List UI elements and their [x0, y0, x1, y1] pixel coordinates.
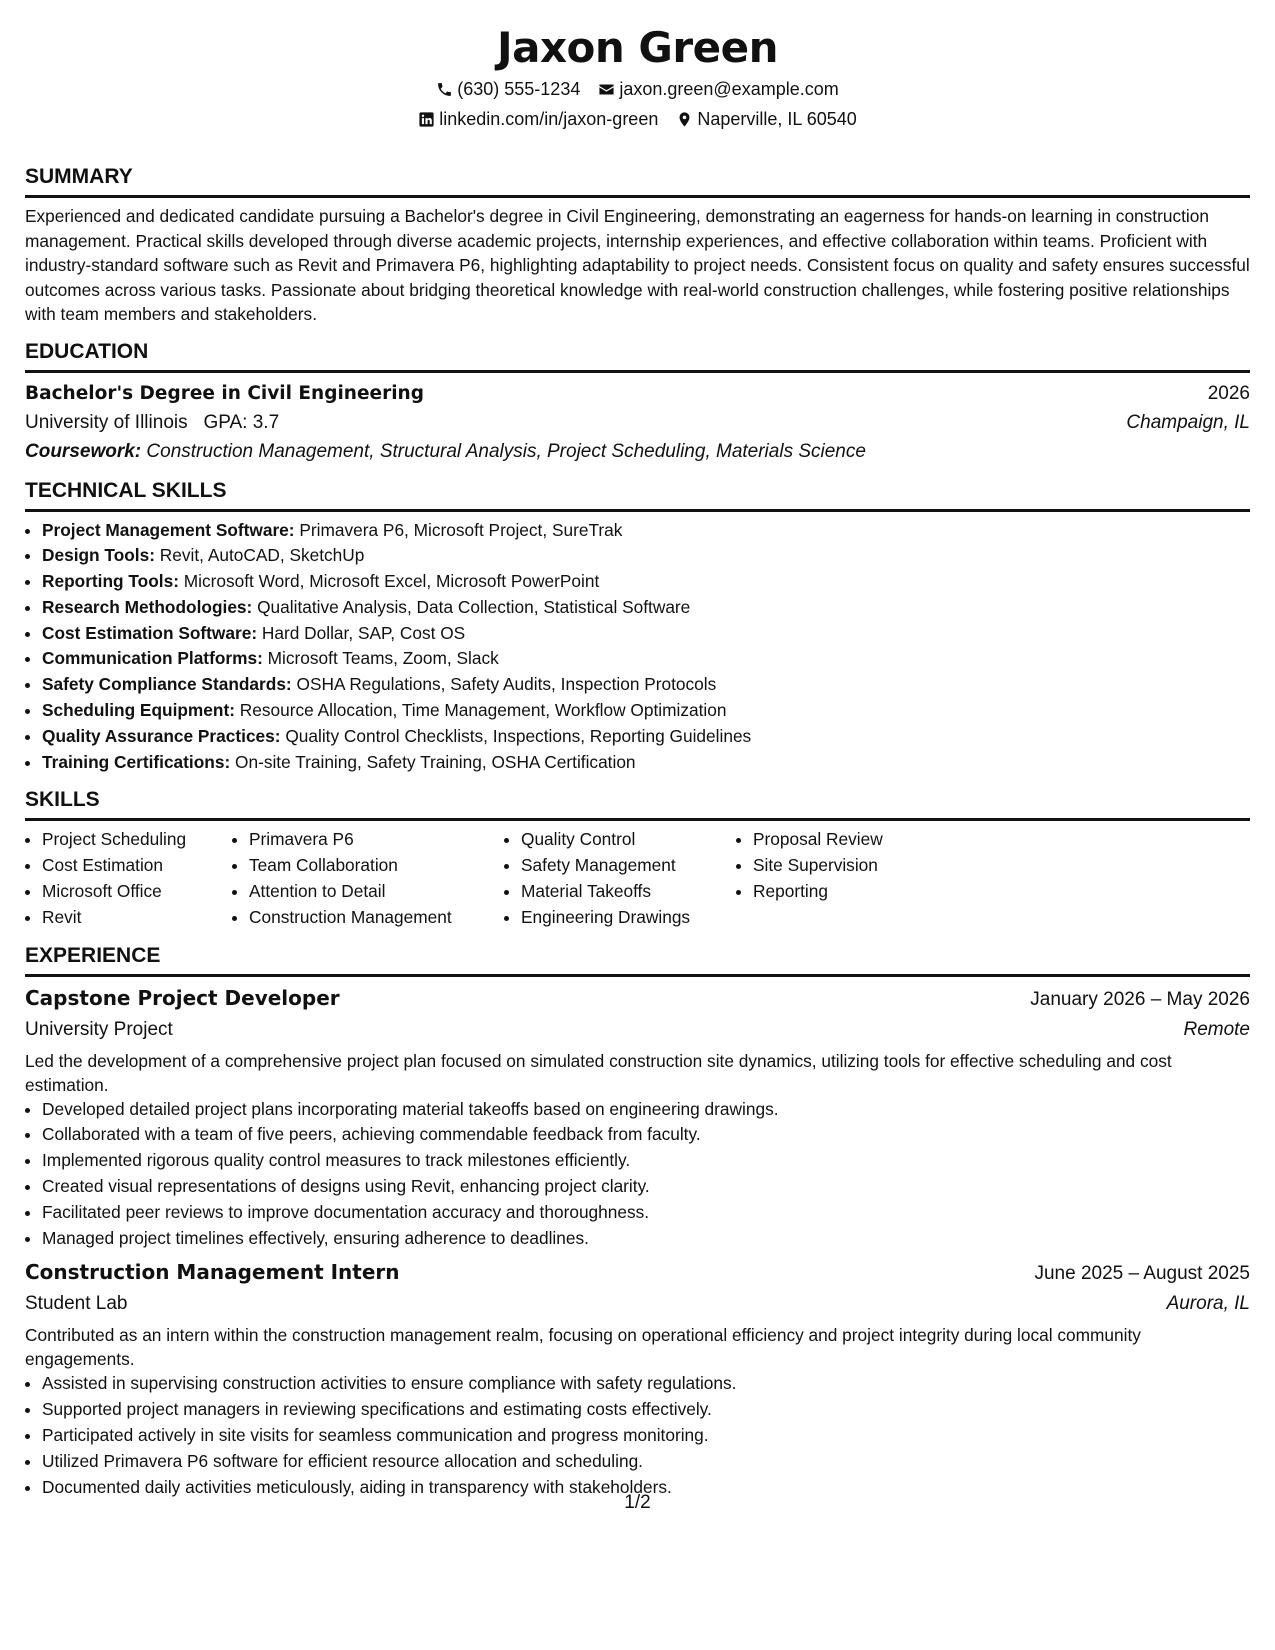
summary-heading: SUMMARY [25, 162, 1250, 198]
list-item [42, 724, 1250, 750]
skill-category: Project Management Software: [42, 519, 295, 540]
job-dates: January 2026 – May 2026 [1030, 988, 1250, 1010]
skill-category: Communication Platforms: [42, 648, 263, 669]
linkedin-link[interactable]: linkedin.com/in/jaxon-green [439, 109, 659, 129]
list-item: • Microsoft Office [42, 879, 232, 905]
list-item: • Supported project managers in reviewing specifications and estimating costs effectively. [42, 1397, 1250, 1423]
list-item: • Revit [42, 905, 232, 931]
list-item: • Utilized Primavera P6 software for efficient resource allocation and scheduling. [42, 1449, 1250, 1475]
skill-values: Hard Dollar, SAP, Cost OS [261, 622, 466, 643]
job-organization: Student Lab [25, 1293, 128, 1315]
skill-category: Design Tools: [42, 545, 155, 566]
skills-column [736, 827, 953, 930]
list-item [42, 672, 1250, 698]
skill-values: Resource Allocation, Time Management, Workflow Optimization [239, 700, 727, 721]
job-title: Construction Management Intern [25, 1260, 400, 1285]
list-item: • Engineering Drawings [521, 905, 736, 931]
skill-category: Quality Assurance Practices: [42, 725, 281, 746]
linkedin-icon [418, 111, 435, 128]
list-item: • Documented daily activities meticulously, aiding in transparency with stakeholders. [42, 1475, 1250, 1501]
phone-icon [436, 81, 453, 98]
school-name: University of Illinois [25, 411, 188, 433]
job-location: Aurora, IL [1166, 1293, 1250, 1315]
job-entry [25, 983, 1250, 1252]
email-link[interactable]: jaxon.green@example.com [619, 79, 839, 99]
skill-category: Scheduling Equipment: [42, 700, 235, 721]
coursework-label: Coursework: [25, 440, 142, 462]
skill-category: Cost Estimation Software: [42, 622, 258, 643]
graduation-year: 2026 [1207, 382, 1250, 404]
list-item: • Quality Control [521, 827, 736, 853]
skill-values: On-site Training, Safety Training, OSHA Certification [235, 751, 636, 772]
list-item: • Primavera P6 [249, 827, 504, 853]
technical-skills-heading: TECHNICAL SKILLS [25, 476, 1250, 512]
technical-skills-list [25, 518, 1250, 776]
list-item: • Collaborated with a team of five peers, achieving commendable feedback from faculty. [42, 1122, 1250, 1148]
school-location: Champaign, IL [1126, 411, 1250, 433]
skill-category: Reporting Tools: [42, 571, 179, 592]
linkedin-contact[interactable] [418, 104, 658, 134]
list-item: • Assisted in supervising construction activities to ensure compliance with safety regulations. [42, 1371, 1250, 1397]
list-item: • Attention to Detail [249, 879, 504, 905]
phone-text: (630) 555-1234 [457, 79, 581, 99]
skills-grid [25, 827, 1250, 930]
list-item [42, 750, 1250, 776]
list-item [42, 543, 1250, 569]
summary-text: Experienced and dedicated candidate pursuing a Bachelor's degree in Civil Engineering, demonstrating an eagerness for hands-on learning in construction management. Practical skills developed through diverse academic projects, internship experiences, and effective collaboration within teams. Proficient with industry-standard software such as Revit and Primavera P6, highlighting adaptability to project needs. Consistent focus on quality and safety ensures successful outcomes across various tasks. Passionate about bridging theoretical knowledge with real-world construction challenges, while fostering positive relationships with team members and stakeholders. [25, 206, 1250, 324]
contact-line-2 [25, 104, 1250, 134]
list-item: • Construction Management [249, 905, 504, 931]
list-item [42, 621, 1250, 647]
job-location: Remote [1183, 1018, 1250, 1040]
job-organization: University Project [25, 1018, 173, 1040]
job-description: Led the development of a comprehensive project plan focused on simulated construction site dynamics, utilizing tools for effective scheduling and cost estimation. [25, 1050, 1172, 1095]
skills-heading: SKILLS [25, 785, 1250, 821]
resume-page [25, 0, 1250, 1500]
experience-heading: EXPERIENCE [25, 941, 1250, 977]
skill-category: Safety Compliance Standards: [42, 674, 292, 695]
list-item: • Facilitated peer reviews to improve documentation accuracy and thoroughness. [42, 1200, 1250, 1226]
gpa: GPA: 3.7 [203, 411, 280, 433]
list-item: • Site Supervision [753, 853, 953, 879]
candidate-name: Jaxon Green [497, 23, 778, 72]
list-item: • Cost Estimation [42, 853, 232, 879]
location-contact [676, 104, 856, 134]
phone-contact [436, 74, 580, 104]
job-bullets [25, 1097, 1250, 1252]
list-item: • Proposal Review [753, 827, 953, 853]
skill-values: Microsoft Teams, Zoom, Slack [267, 648, 499, 669]
skill-values: Microsoft Word, Microsoft Excel, Microsoft PowerPoint [183, 571, 600, 592]
skill-values: Quality Control Checklists, Inspections, Reporting Guidelines [285, 725, 752, 746]
envelope-icon [598, 81, 615, 98]
list-item: • Managed project timelines effectively, ensuring adherence to deadlines. [42, 1226, 1250, 1252]
coursework-list: Construction Management, Structural Analysis, Project Scheduling, Materials Science [146, 440, 866, 462]
skill-values: OSHA Regulations, Safety Audits, Inspection Protocols [296, 674, 717, 695]
list-item: • Created visual representations of designs using Revit, enhancing project clarity. [42, 1174, 1250, 1200]
school-line [25, 408, 279, 437]
skill-category: Training Certifications: [42, 751, 231, 772]
list-item: • Reporting [753, 879, 953, 905]
list-item [42, 595, 1250, 621]
location-text: Naperville, IL 60540 [697, 109, 857, 129]
degree-title: Bachelor's Degree in Civil Engineering [25, 382, 424, 404]
skill-values: Qualitative Analysis, Data Collection, Statistical Software [257, 596, 691, 617]
list-item: • Safety Management [521, 853, 736, 879]
job-bullets [25, 1371, 1250, 1500]
skills-column [504, 827, 736, 930]
job-title: Capstone Project Developer [25, 985, 340, 1010]
contact-line-1 [25, 74, 1250, 104]
skills-column [25, 827, 232, 930]
skill-category: Research Methodologies: [42, 596, 253, 617]
list-item: • Material Takeoffs [521, 879, 736, 905]
map-pin-icon [676, 111, 693, 128]
education-entry [25, 379, 1250, 466]
page-number: 1/2 [624, 1492, 651, 1513]
list-item [42, 698, 1250, 724]
list-item [42, 569, 1250, 595]
job-entry [25, 1257, 1250, 1500]
coursework-line [25, 437, 1250, 466]
email-contact[interactable] [598, 74, 838, 104]
job-dates: June 2025 – August 2025 [1034, 1263, 1250, 1285]
skill-values: Primavera P6, Microsoft Project, SureTrak [299, 519, 623, 540]
list-item [42, 646, 1250, 672]
education-heading: EDUCATION [25, 337, 1250, 373]
list-item: • Project Scheduling [42, 827, 232, 853]
list-item: • Implemented rigorous quality control measures to track milestones efficiently. [42, 1148, 1250, 1174]
skills-column [232, 827, 504, 930]
skill-values: Revit, AutoCAD, SketchUp [159, 545, 365, 566]
job-description: Contributed as an intern within the construction management realm, focusing on operational efficiency and project integrity during local community engagements. [25, 1325, 1141, 1370]
list-item: • Participated actively in site visits for seamless communication and progress monitoring. [42, 1423, 1250, 1449]
list-item: • Developed detailed project plans incorporating material takeoffs based on engineering drawings. [42, 1097, 1250, 1123]
list-item [42, 518, 1250, 544]
list-item: • Team Collaboration [249, 853, 504, 879]
